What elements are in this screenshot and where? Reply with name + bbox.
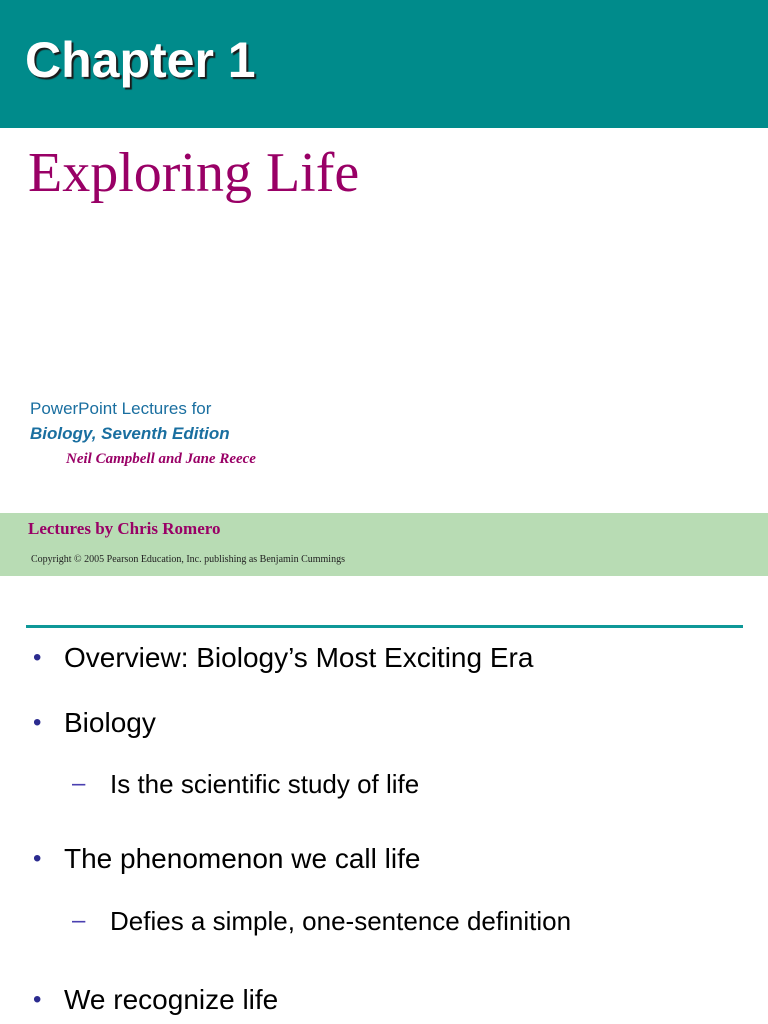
book-authors: Neil Campbell and Jane Reece xyxy=(66,451,256,467)
section-divider xyxy=(26,625,743,628)
outline-item-text: Biology xyxy=(64,707,156,738)
copyright-notice: Copyright © 2005 Pearson Education, Inc. publishing as Benjamin Cummings xyxy=(31,554,345,565)
outline-subitem-text: Defies a simple, one-sentence definition xyxy=(110,906,572,936)
bullet-icon: • xyxy=(33,845,42,872)
dash-icon: – xyxy=(72,907,86,934)
bullet-icon: • xyxy=(33,644,42,671)
dash-icon: – xyxy=(72,770,86,797)
outline-item-text: The phenomenon we call life xyxy=(64,843,421,874)
lecture-series-label: PowerPoint Lectures for xyxy=(30,399,212,418)
lecturer-credit: Lectures by Chris Romero xyxy=(28,519,221,538)
book-title: Biology, Seventh Edition xyxy=(30,424,230,443)
bullet-icon: • xyxy=(33,709,42,736)
outline-item-text: Overview: Biology’s Most Exciting Era xyxy=(64,642,534,673)
outline-subitem-text: Is the scientific study of life xyxy=(110,769,420,799)
outline-item-text: We recognize life xyxy=(64,984,279,1015)
chapter-title: Chapter 1 xyxy=(25,32,256,88)
slide-title: Exploring Life xyxy=(28,142,360,204)
bullet-icon: • xyxy=(33,986,42,1013)
